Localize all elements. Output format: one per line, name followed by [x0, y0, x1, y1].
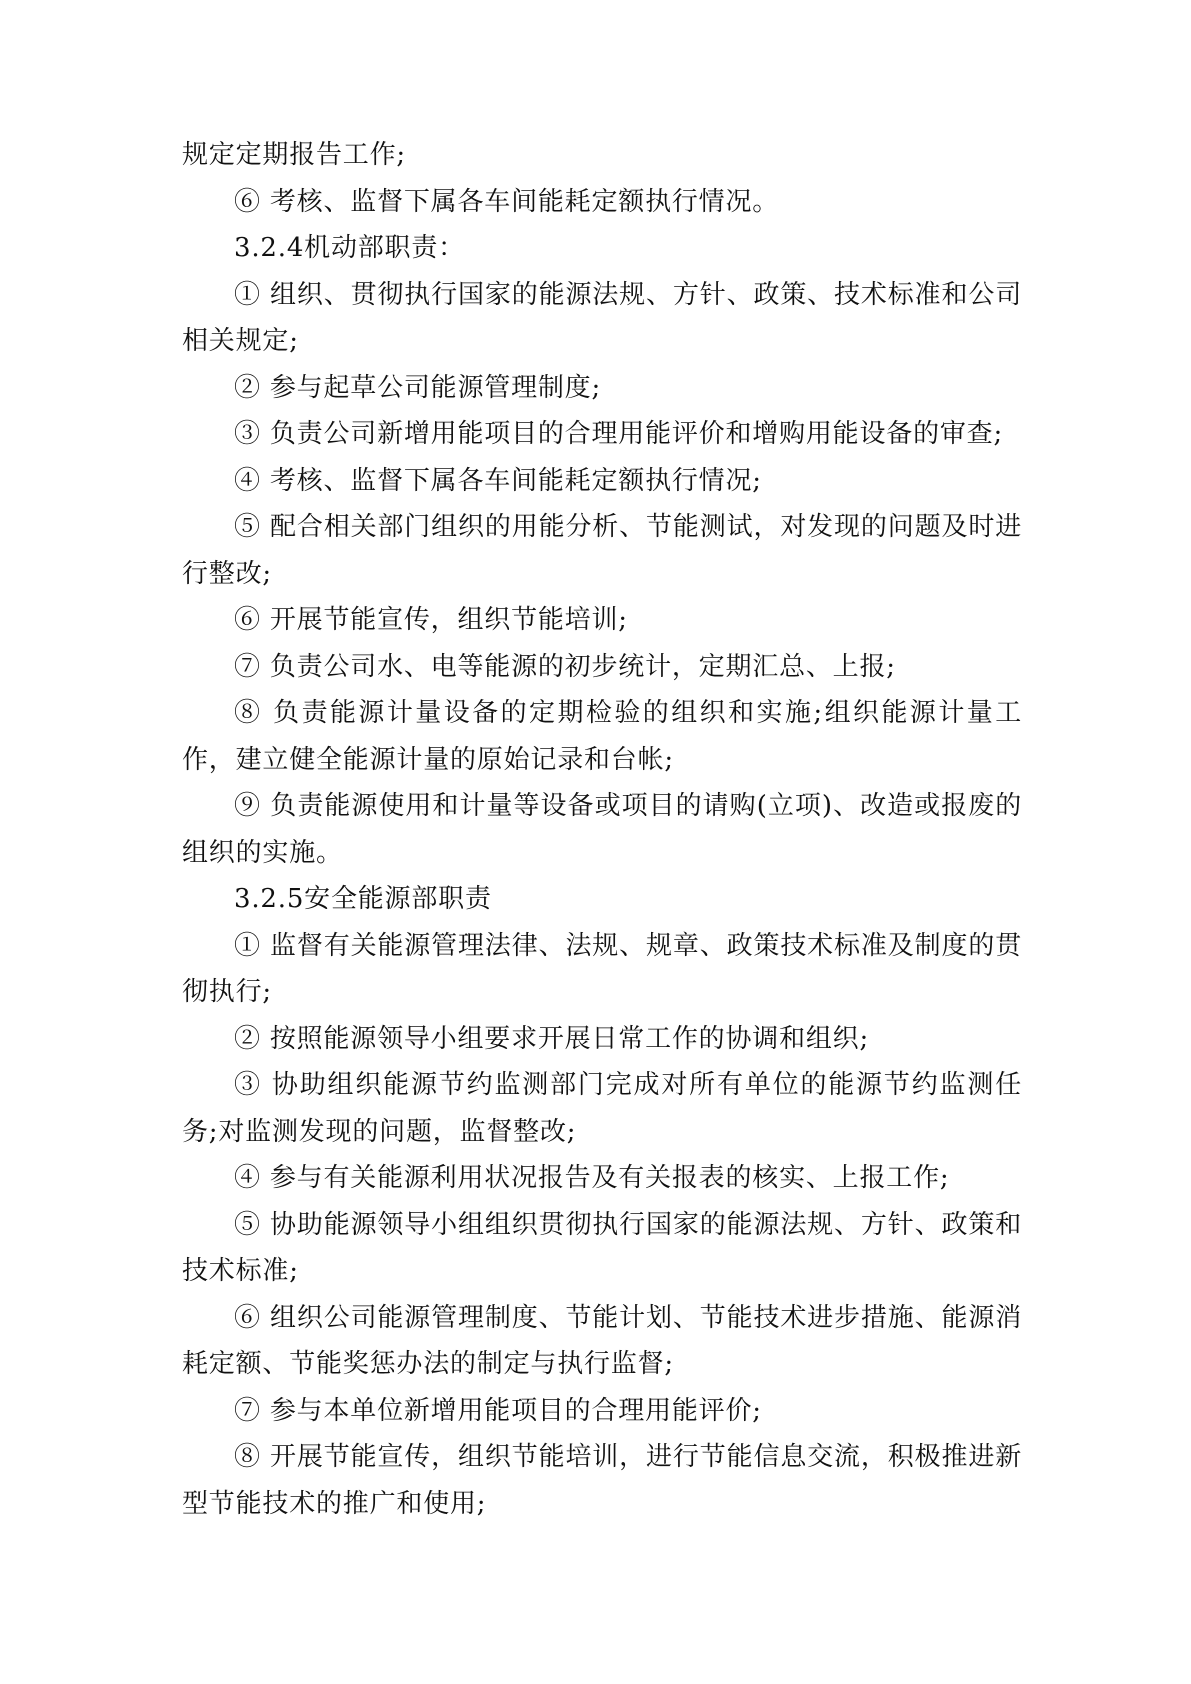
- paragraph: ② 参与起草公司能源管理制度;: [234, 372, 602, 403]
- paragraph: ⑥ 组织公司能源管理制度、节能计划、节能技术进步措施、能源消耗定额、节能奖惩办法的制定与执行监督;: [182, 1302, 1022, 1379]
- paragraph: ① 组织、贯彻执行国家的能源法规、方针、政策、技术标准和公司相关规定;: [182, 279, 1022, 356]
- paragraph: ⑧ 开展节能宣传，组织节能培训，进行节能信息交流，积极推进新型节能技术的推广和使用;: [182, 1442, 1022, 1519]
- paragraph: ⑧ 负责能源计量设备的定期检验的组织和实施;组织能源计量工作，建立健全能源计量的原始记录和台帐;: [182, 698, 1022, 775]
- paragraph: ⑦ 参与本单位新增用能项目的合理用能评价;: [234, 1395, 762, 1426]
- section-heading: 3.2.4机动部职责：: [234, 233, 465, 263]
- paragraph: ⑥ 考核、监督下属各车间能耗定额执行情况。: [234, 186, 780, 217]
- paragraph: ③ 协助组织能源节约监测部门完成对所有单位的能源节约监测任务;对监测发现的问题，监督整改;: [182, 1070, 1022, 1147]
- paragraph: ④ 参与有关能源利用状况报告及有关报表的核实、上报工作;: [234, 1163, 950, 1193]
- paragraph: ① 监督有关能源管理法律、法规、规章、政策技术标准及制度的贯彻执行;: [182, 930, 1022, 1007]
- paragraph: ⑤ 配合相关部门组织的用能分析、节能测试，对发现的问题及时进行整改;: [182, 512, 1022, 589]
- paragraph: ④ 考核、监督下属各车间能耗定额执行情况;: [234, 465, 762, 496]
- section-heading: 3.2.5安全能源部职责: [234, 884, 492, 914]
- paragraph: ⑨ 负责能源使用和计量等设备或项目的请购(立项)、改造或报废的组织的实施。: [182, 791, 1022, 868]
- paragraph: ⑥ 开展节能宣传，组织节能培训;: [234, 605, 628, 635]
- paragraph: ⑦ 负责公司水、电等能源的初步统计，定期汇总、上报;: [234, 651, 896, 682]
- paragraph: ③ 负责公司新增用能项目的合理用能评价和增购用能设备的审查;: [234, 419, 1004, 449]
- paragraph: ② 按照能源领导小组要求开展日常工作的协调和组织;: [234, 1023, 870, 1054]
- document-body: [182, 132, 1022, 1527]
- paragraph: ⑤ 协助能源领导小组组织贯彻执行国家的能源法规、方针、政策和技术标准;: [182, 1209, 1022, 1286]
- paragraph: 规定定期报告工作;: [182, 140, 406, 170]
